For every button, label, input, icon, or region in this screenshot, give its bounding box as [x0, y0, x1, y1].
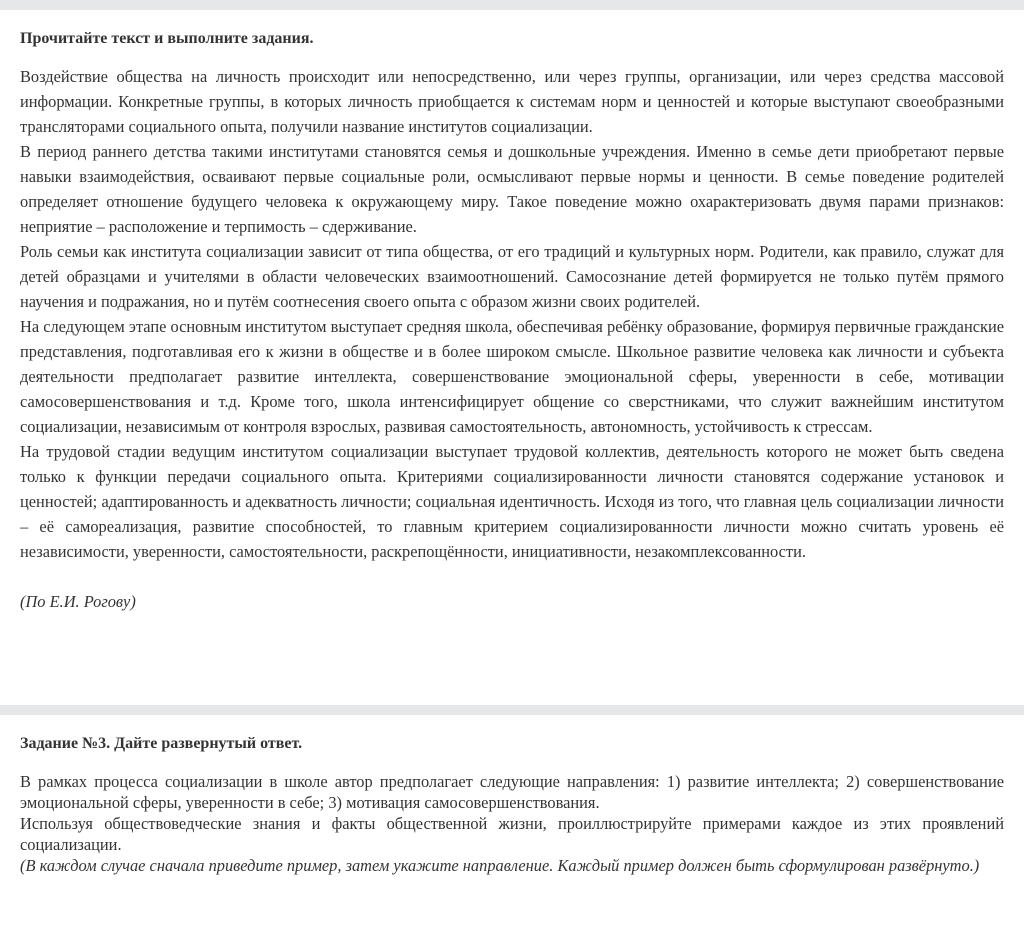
task-title: Задание №3. Дайте развернутый ответ. [20, 735, 303, 752]
reading-paragraph: На следующем этапе основным институтом выступает средняя школа, обеспечивая ребёнку образование, формируя первичные гражданские представления, подготавливая его к жизни в обществе и в более широком смысле. Школьное развитие человека как личности и субъекта деятельности предполагает развитие интеллекта, совершенствование эмоциональной сферы, уверенности в себе, мотивации самосовершенствования и т.д. Кроме того, школа интенсифицирует общение со сверстниками, что служит важнейшим институтом социализации, независимым от контроля взрослых, развивая самостоятельность, автономность, устойчивость к стрессам. [20, 317, 1004, 436]
task-note: (В каждом случае сначала приведите пример, затем укажите направление. Каждый пример должен быть сформулирован развёрнуто.) [20, 856, 980, 875]
reading-paragraph: Роль семьи как института социализации зависит от типа общества, от его традиций и культурных норм. Родители, как правило, служат для детей образцами и учителями в области человеческих взаимоотношений. Самосознание детей формируется не только путём прямого научения и подражания, но и путём соотнесения своего опыта с образом жизни своих родителей. [20, 242, 1004, 311]
reading-paragraph: На трудовой стадии ведущим институтом социализации выступает трудовой коллектив, деятельность которого не может быть сведена только к функции передачи социального опыта. Критериями социализированности личности становятся содержание установок и ценностей; адаптированность и адекватность личности; социальная идентичность. Исходя из того, что главная цель социализации личности – её самореализация, развитие способностей, то главным критерием социализированности личности можно считать уровень её независимости, уверенности, самостоятельности, раскрепощённости, инициативности, незакомплексованности. [20, 442, 1004, 561]
reading-paragraph: В период раннего детства такими институтами становятся семья и дошкольные учреждения. Именно в семье дети приобретают первые навыки взаимодействия, осваивают первые социальные роли, осмысливают первые нормы и ценности. В семье поведение родителей определяет отношение будущего человека к окружающему миру. Такое поведение можно охарактеризовать двумя парами признаков: неприятие – расположение и терпимость – сдерживание. [20, 142, 1004, 236]
reading-paragraph: Воздействие общества на личность происходит или непосредственно, или через группы, организации, или через средства массовой информации. Конкретные группы, в которых личность приобщается к системам норм и ценностей и которые выступают своеобразными трансляторами социального опыта, получили название институтов социализации. [20, 67, 1004, 136]
reading-instruction: Прочитайте текст и выполните задания. [20, 30, 314, 47]
task-text [20, 771, 1004, 876]
reading-text [20, 64, 1004, 564]
task-section [20, 731, 1004, 876]
task-paragraph: В рамках процесса социализации в школе автор предполагает следующие направления: 1) развитие интеллекта; 2) совершенствование эмоциональной сферы, уверенности в себе; 3) мотивация самосовершенствования. [20, 772, 1004, 812]
top-divider [0, 0, 1024, 10]
reading-section [20, 26, 1004, 614]
task-paragraph: Используя обществоведческие знания и факты общественной жизни, проиллюстрируйте примерами каждое из этих проявлений социализации. [20, 814, 1004, 854]
reading-author: (По Е.И. Рогову) [20, 592, 136, 611]
section-divider [0, 705, 1024, 715]
